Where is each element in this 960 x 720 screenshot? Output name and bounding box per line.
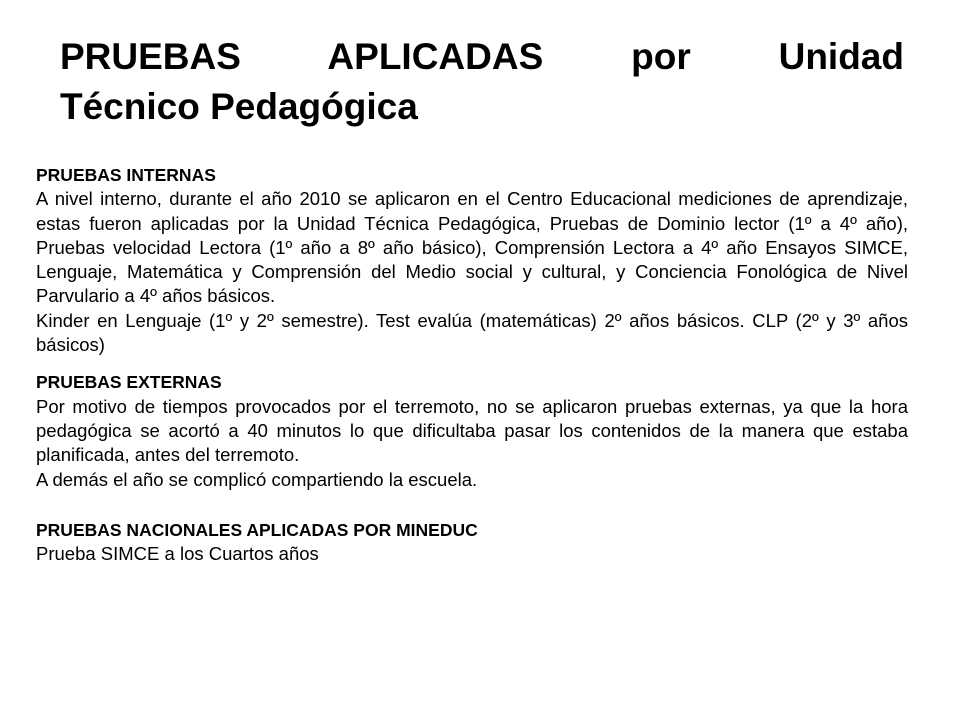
title-line-2: Técnico Pedagógica: [60, 86, 418, 127]
paragraph-externas-2: A demás el año se complicó compartiendo la escuela.: [36, 468, 478, 490]
paragraph-internas-1: A nivel interno, durante el año 2010 se aplicaron en el Centro Educacional mediciones de aprendizaje, estas fueron aplicadas por la Unidad Técnica Pedagógica, Pruebas de Dominio lector (1º a 4º año), Pruebas velocidad Lectora (1º año a 8º año básico), Comprensión Lectora a 4º año Ensayos SIMCE, Lenguaje, Matemática y Comprensión del Medio social y cultural, y Conciencia Fonológica de Nivel Parvulario a 4º años básicos.: [36, 188, 908, 307]
title-line-1: PRUEBAS APLICADAS por Unidad: [60, 36, 904, 77]
spacer: [36, 492, 908, 518]
paragraph-internas-2: Kinder en Lenguaje (1º y 2º semestre). Test evalúa (matemáticas) 2º años básicos. CLP (2º y 3º años básicos): [36, 309, 908, 356]
slide-content: [36, 163, 908, 566]
section-pruebas-externas: [36, 370, 908, 491]
heading-pruebas-internas: PRUEBAS INTERNAS: [36, 165, 216, 185]
heading-pruebas-externas: PRUEBAS EXTERNAS: [36, 372, 222, 393]
section-pruebas-nacionales: [36, 518, 908, 567]
heading-pruebas-nacionales: PRUEBAS NACIONALES APLICADAS POR MINEDUC: [36, 519, 478, 540]
paragraph-externas-1: Por motivo de tiempos provocados por el terremoto, no se aplicaron pruebas externas, ya que la hora pedagógica se acortó a 40 minutos lo que dificultaba pasar los contenidos de la manera que estaba planificada, antes del terremoto.: [36, 395, 908, 466]
slide-title: [60, 32, 904, 132]
section-pruebas-internas: [36, 163, 908, 357]
spacer: [36, 357, 908, 370]
paragraph-nacionales-1: Prueba SIMCE a los Cuartos años: [36, 543, 319, 565]
